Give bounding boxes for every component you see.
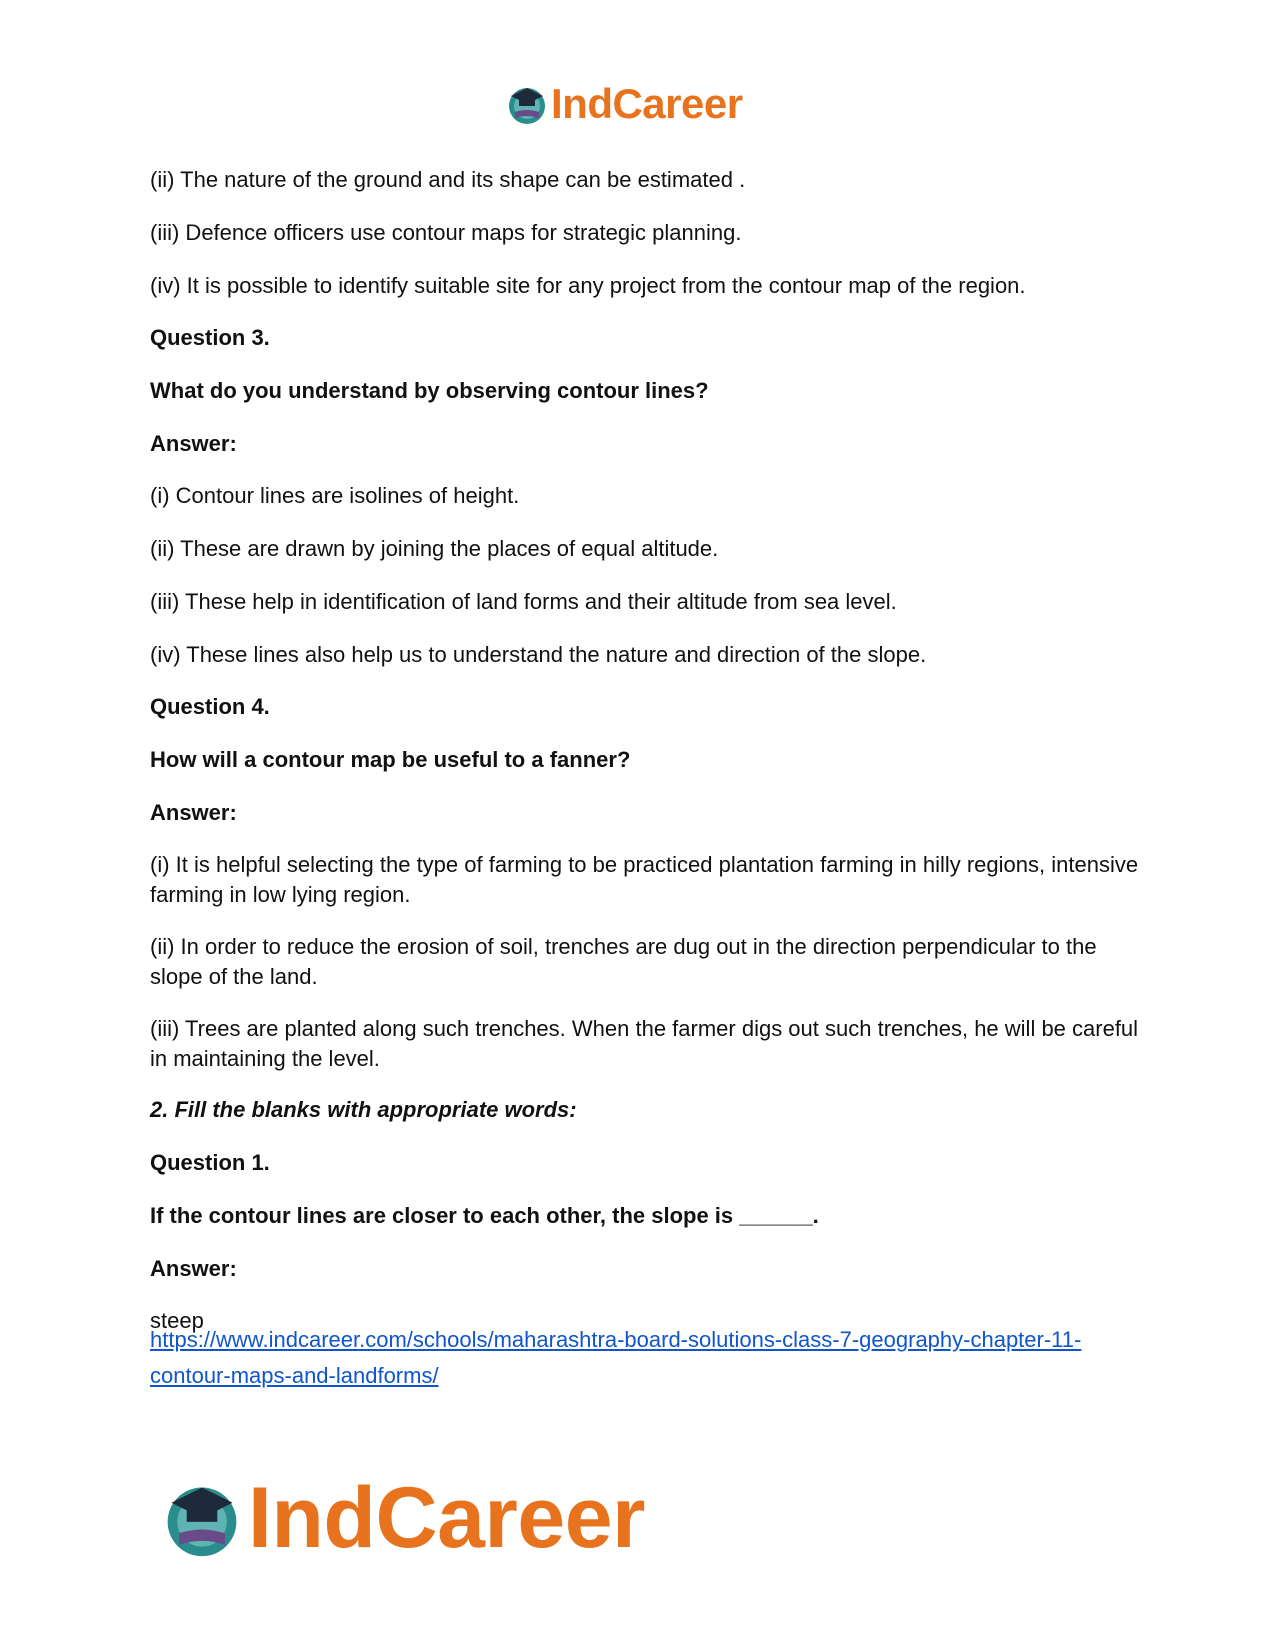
question-number: Question 3. (150, 325, 270, 350)
question-number: Question 1. (150, 1150, 270, 1175)
answer-line: (iv) These lines also help us to understand the nature and direction of the slope. (150, 642, 927, 667)
answer-line: (i) It is helpful selecting the type of farming to be practiced plantation farming in hilly regions, intensive farming in low lying region. (150, 852, 1139, 907)
answer-line: (i) Contour lines are isolines of height. (150, 483, 520, 508)
answer-heading: Answer: (150, 431, 237, 456)
logo-wordmark: IndCareer (551, 80, 743, 127)
question-text: What do you understand by observing contour lines? (150, 378, 709, 403)
answer-line: (iii) Defence officers use contour maps for strategic planning. (150, 220, 742, 245)
question-text: If the contour lines are closer to each other, the slope is ______. (150, 1203, 819, 1228)
answer-heading: Answer: (150, 1256, 237, 1281)
question-text: How will a contour map be useful to a fanner? (150, 747, 631, 772)
answer-line: (ii) The nature of the ground and its shape can be estimated . (150, 167, 746, 192)
graduation-cap-globe-icon (160, 1476, 244, 1560)
answer-line: steep (150, 1308, 204, 1333)
source-link[interactable]: https://www.indcareer.com/schools/maharashtra-board-solutions-class-7-geography-chapter-11-contour-maps-and-landforms/ (150, 1327, 1082, 1388)
answer-line: (iii) Trees are planted along such trenches. When the farmer digs out such trenches, he will be careful in maintaining the level. (150, 1016, 1139, 1071)
answer-line: (iv) It is possible to identify suitable site for any project from the contour map of the region. (150, 273, 1026, 298)
indcareer-logo-footer (160, 1470, 645, 1566)
question-number: Question 4. (150, 694, 270, 719)
indcareer-logo-header (505, 80, 743, 128)
answer-line: (ii) These are drawn by joining the places of equal altitude. (150, 536, 719, 561)
answer-heading: Answer: (150, 800, 237, 825)
section-heading: 2. Fill the blanks with appropriate words: (150, 1097, 577, 1122)
graduation-cap-globe-icon (505, 82, 549, 126)
answer-line: (ii) In order to reduce the erosion of soil, trenches are dug out in the direction perpendicular to the slope of the land. (150, 934, 1097, 989)
answer-line: (iii) These help in identification of land forms and their altitude from sea level. (150, 589, 897, 614)
logo-wordmark: IndCareer (248, 1470, 645, 1566)
